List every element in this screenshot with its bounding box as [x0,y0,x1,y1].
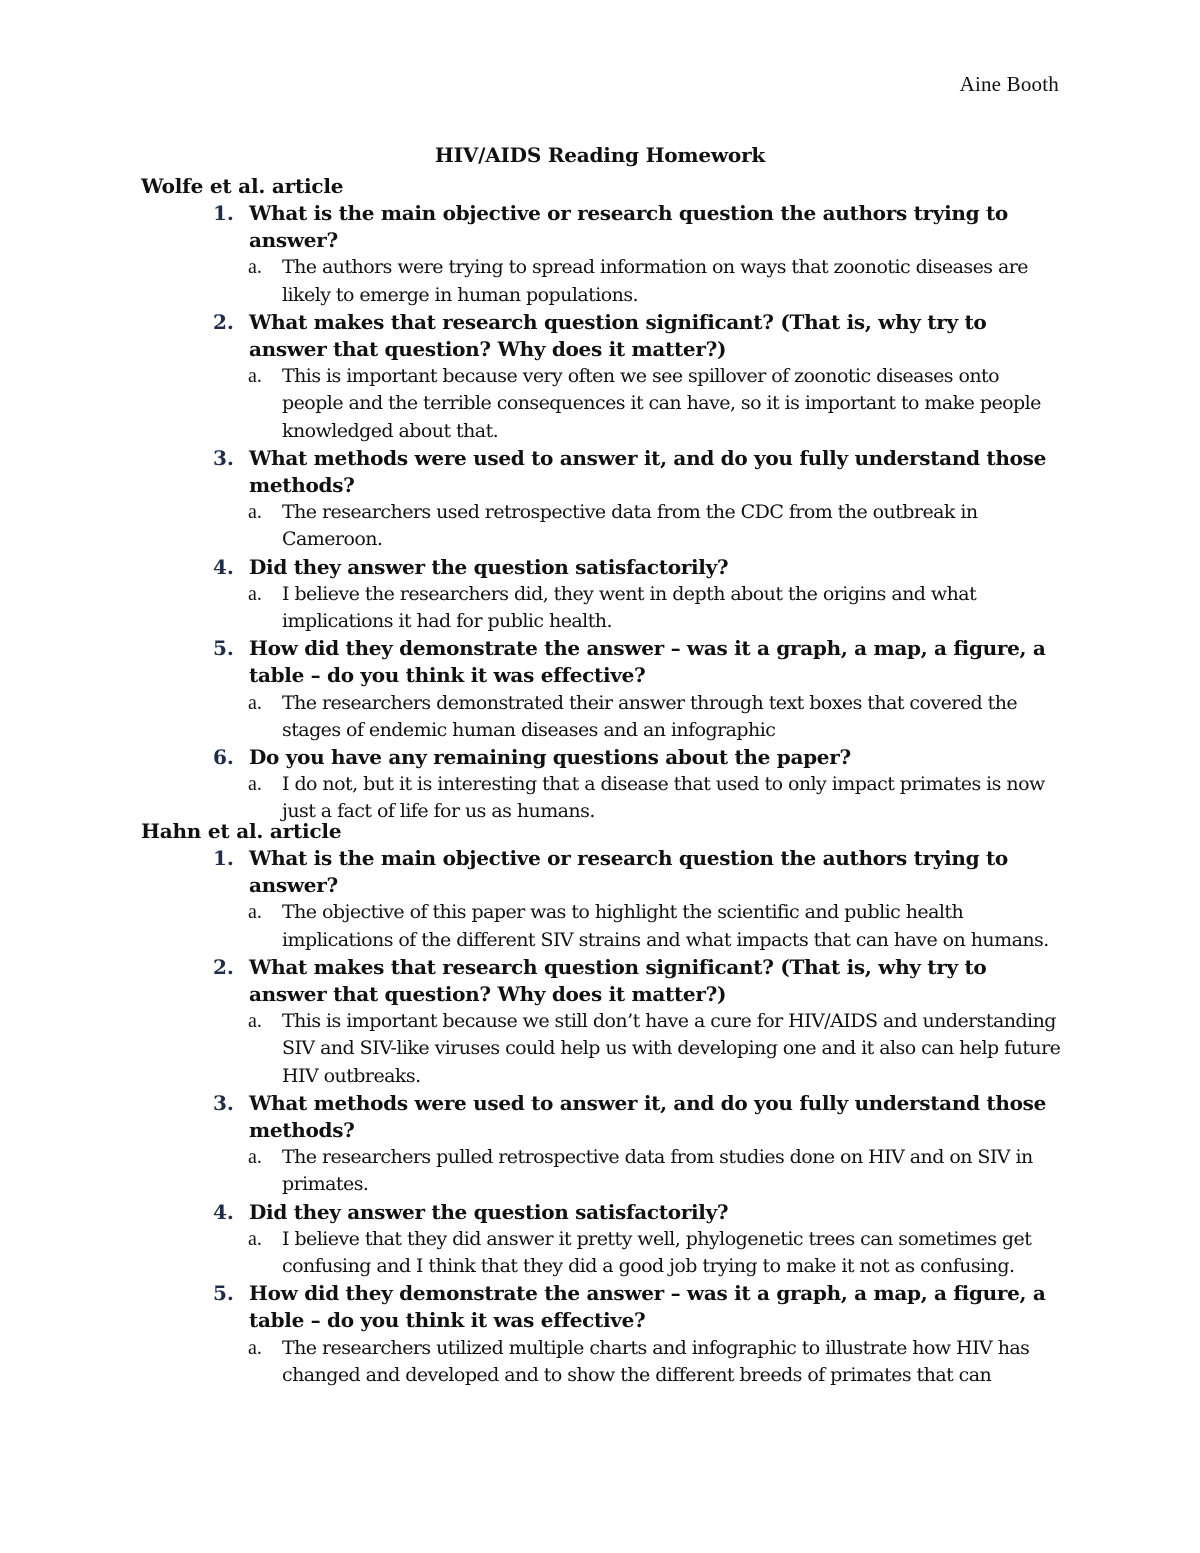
question-number: 3. [213,1090,234,1115]
answer-text: This is important because we still don’t have a cure for HIV/AIDS and understanding SIV and SIV-like viruses could help us with developing one and it also can help future HIV outbreaks. [282,1010,1061,1087]
answer-item [141,363,1061,445]
question-text: What makes that research question significant? (That is, why try to answer that question? Why does it matter?) [249,954,987,1007]
question-text: What methods were used to answer it, and do you fully understand those methods? [249,445,1047,498]
answer-label: a. [248,691,262,714]
section-wolfe [141,173,1061,826]
answer-text: I do not, but it is interesting that a disease that used to only impact primates is now just a fact of life for us as humans. [282,773,1045,823]
answer-item [141,1144,1061,1198]
question-item [141,309,1061,445]
question-number: 4. [213,554,234,579]
answer-text: The objective of this paper was to highlight the scientific and public health implications of the different SIV strains and what impacts that can have on humans. [282,901,1049,951]
answer-label: a. [248,773,262,796]
answer-label: a. [248,365,262,388]
answer-text: I believe that they did answer it pretty well, phylogenetic trees can sometimes get confusing and I think that they did a good job trying to make it not as confusing. [282,1227,1032,1278]
answer-label: a. [248,1227,262,1250]
answer-label: a. [248,582,262,605]
question-text: How did they demonstrate the answer – was it a graph, a map, a figure, a table – do you think it was effective? [249,636,1046,688]
question-item [141,1090,1061,1199]
answer-item [141,1335,1061,1389]
question-item [141,954,1061,1090]
question-item [141,554,1061,636]
answer-text: The researchers demonstrated their answer through text boxes that covered the stages of endemic human diseases and an infographic [282,691,1018,741]
question-number: 2. [213,954,234,979]
question-number: 3. [213,445,234,470]
answer-label: a. [248,1010,262,1033]
question-text: Did they answer the question satisfactorily? [249,554,729,579]
question-number: 5. [213,636,234,661]
answer-label: a. [248,501,262,524]
answer-text: The authors were trying to spread information on ways that zoonotic diseases are likely to emerge in human populations. [282,256,1028,306]
question-number: 4. [213,1199,234,1224]
question-item [141,1199,1061,1281]
question-number: 2. [213,309,234,334]
answer-item [141,581,1061,635]
answer-text: The researchers used retrospective data from the CDC from the outbreak in Cameroon. [282,501,978,551]
question-item [141,445,1061,554]
section-hahn [141,818,1061,1389]
question-text: What methods were used to answer it, and do you fully understand those methods? [249,1090,1047,1143]
question-text: What makes that research question significant? (That is, why try to answer that question? Why does it matter?) [249,309,987,362]
question-text: Did they answer the question satisfactorily? [249,1199,729,1224]
answer-item [141,899,1061,953]
section-heading: Wolfe et al. article [141,174,344,198]
answer-label: a. [248,256,262,279]
answer-item [141,1226,1061,1280]
answer-text: The researchers utilized multiple charts and infographic to illustrate how HIV has changed and developed and to show the different breeds of primates that can [282,1336,1030,1386]
question-number: 6. [213,745,234,770]
author-name: Aine Booth [959,72,1059,96]
question-text: Do you have any remaining questions about the paper? [249,745,851,770]
question-list [141,200,1061,826]
question-number: 1. [213,846,234,870]
question-item [141,845,1061,954]
question-text: What is the main objective or research question the authors trying to answer? [249,201,1008,253]
question-number: 5. [213,1281,234,1306]
question-number: 1. [213,201,234,225]
question-item [141,200,1061,309]
answer-label: a. [248,1336,262,1359]
answer-text: The researchers pulled retrospective data from studies done on HIV and on SIV in primates. [282,1146,1033,1196]
answer-text: I believe the researchers did, they went in depth about the origins and what implications it had for public health. [282,582,977,633]
question-text: What is the main objective or research question the authors trying to answer? [249,846,1008,898]
answer-item [141,690,1061,744]
question-text: How did they demonstrate the answer – was it a graph, a map, a figure, a table – do you think it was effective? [249,1281,1046,1333]
answer-label: a. [248,1146,262,1169]
question-item [141,1280,1061,1389]
answer-item [141,254,1061,308]
answer-item [141,1008,1061,1090]
question-list [141,845,1061,1389]
question-item [141,744,1061,826]
answer-text: This is important because very often we see spillover of zoonotic diseases onto people and the terrible consequences it can have, so it is important to make people knowledged about that. [282,365,1041,442]
question-item [141,635,1061,744]
answer-item [141,499,1061,553]
section-heading: Hahn et al. article [141,819,342,843]
page-title: HIV/AIDS Reading Homework [434,143,766,167]
answer-label: a. [248,901,262,924]
